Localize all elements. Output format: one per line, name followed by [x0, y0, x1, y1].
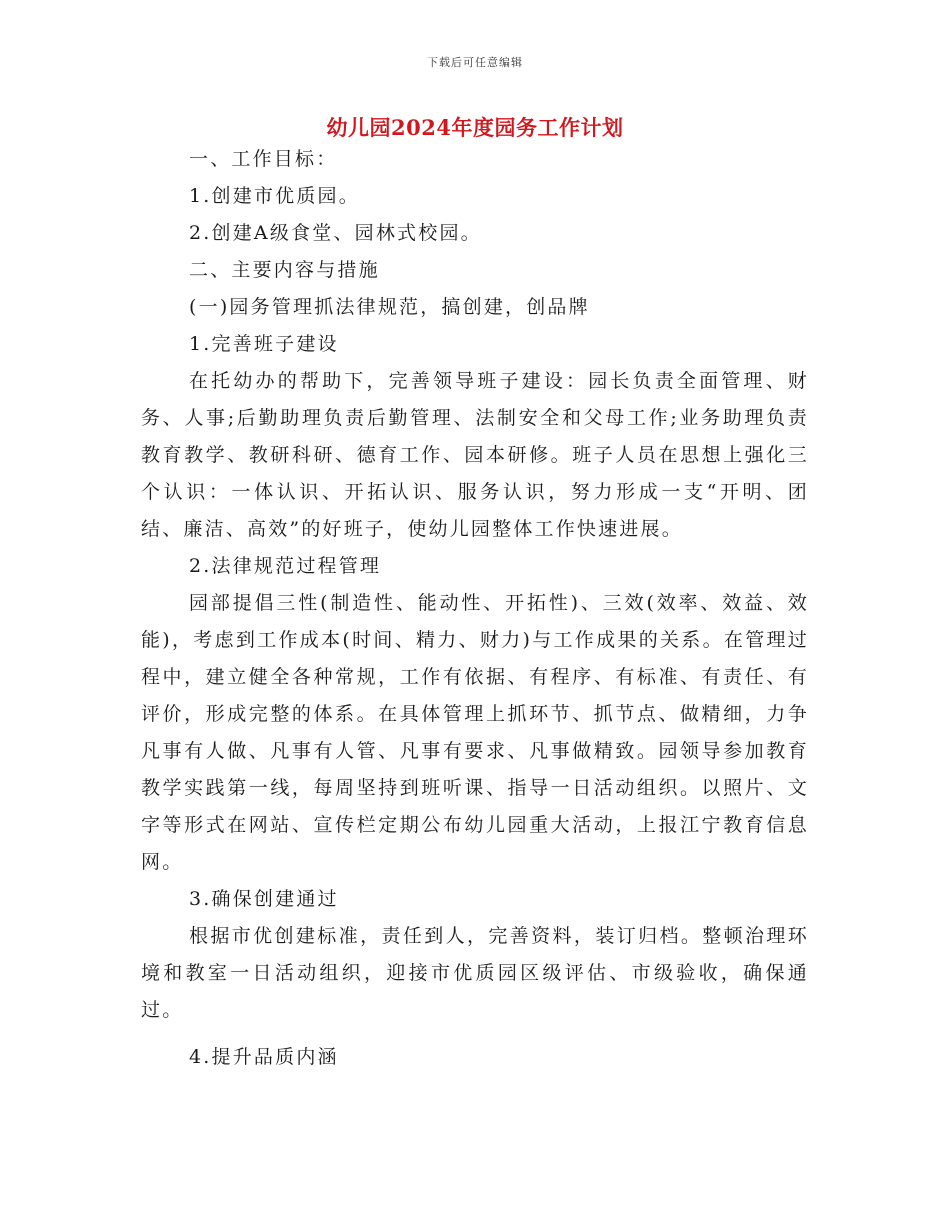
header-note: 下载后可任意编辑 — [427, 56, 523, 69]
document-body — [141, 141, 809, 1076]
item-heading-approval: 3.确保创建通过 — [189, 888, 339, 910]
goal-item-2: 2.创建A级食堂、园林式校园。 — [189, 222, 482, 244]
paragraph-team: 在托幼办的帮助下，完善领导班子建设：园长负责全面管理、财务、人事;后勤助理负责后勤管理、法制安全和父母工作;业务助理负责教育教学、教研科研、德育工作、园本研修。班子人员在思想上强化三个认识：一体认识、开拓认识、服务认识，努力形成一支“开明、团结、廉洁、高效”的好班子，使幼儿园整体工作快速进展。 — [141, 370, 809, 540]
item-heading-quality: 4.提升品质内涵 — [189, 1046, 339, 1068]
item-heading-team: 1.完善班子建设 — [189, 333, 339, 355]
item-heading-process: 2.法律规范过程管理 — [189, 555, 382, 577]
section-heading-goals: 一、工作目标： — [189, 148, 338, 170]
paragraph-process: 园部提倡三性(制造性、能动性、开拓性)、三效(效率、效益、效能)，考虑到工作成本(时间、精力、财力)与工作成果的关系。在管理过程中，建立健全各种常规，工作有依据、有程序、有标准、有责任、有评价，形成完整的体系。在具体管理上抓环节、抓节点、做精细，力争凡事有人做、凡事有人管、凡事有要求、凡事做精致。园领导参加教育教学实践第一线，每周坚持到班听课、指导一日活动组织。以照片、文字等形式在网站、宣传栏定期公布幼儿园重大活动，上报江宁教育信息网。 — [141, 592, 809, 873]
document-title: 幼儿园2024年度园务工作计划 — [326, 115, 624, 140]
paragraph-approval: 根据市优创建标准，责任到人，完善资料，装订归档。整顿治理环境和教室一日活动组织，迎接市优质园区级评估、市级验收，确保通过。 — [141, 925, 809, 1021]
goal-item-1: 1.创建市优质园。 — [189, 185, 360, 207]
section-heading-measures: 二、主要内容与措施 — [189, 259, 380, 281]
subsection-heading-management: (一)园务管理抓法律规范，搞创建，创品牌 — [189, 296, 590, 318]
